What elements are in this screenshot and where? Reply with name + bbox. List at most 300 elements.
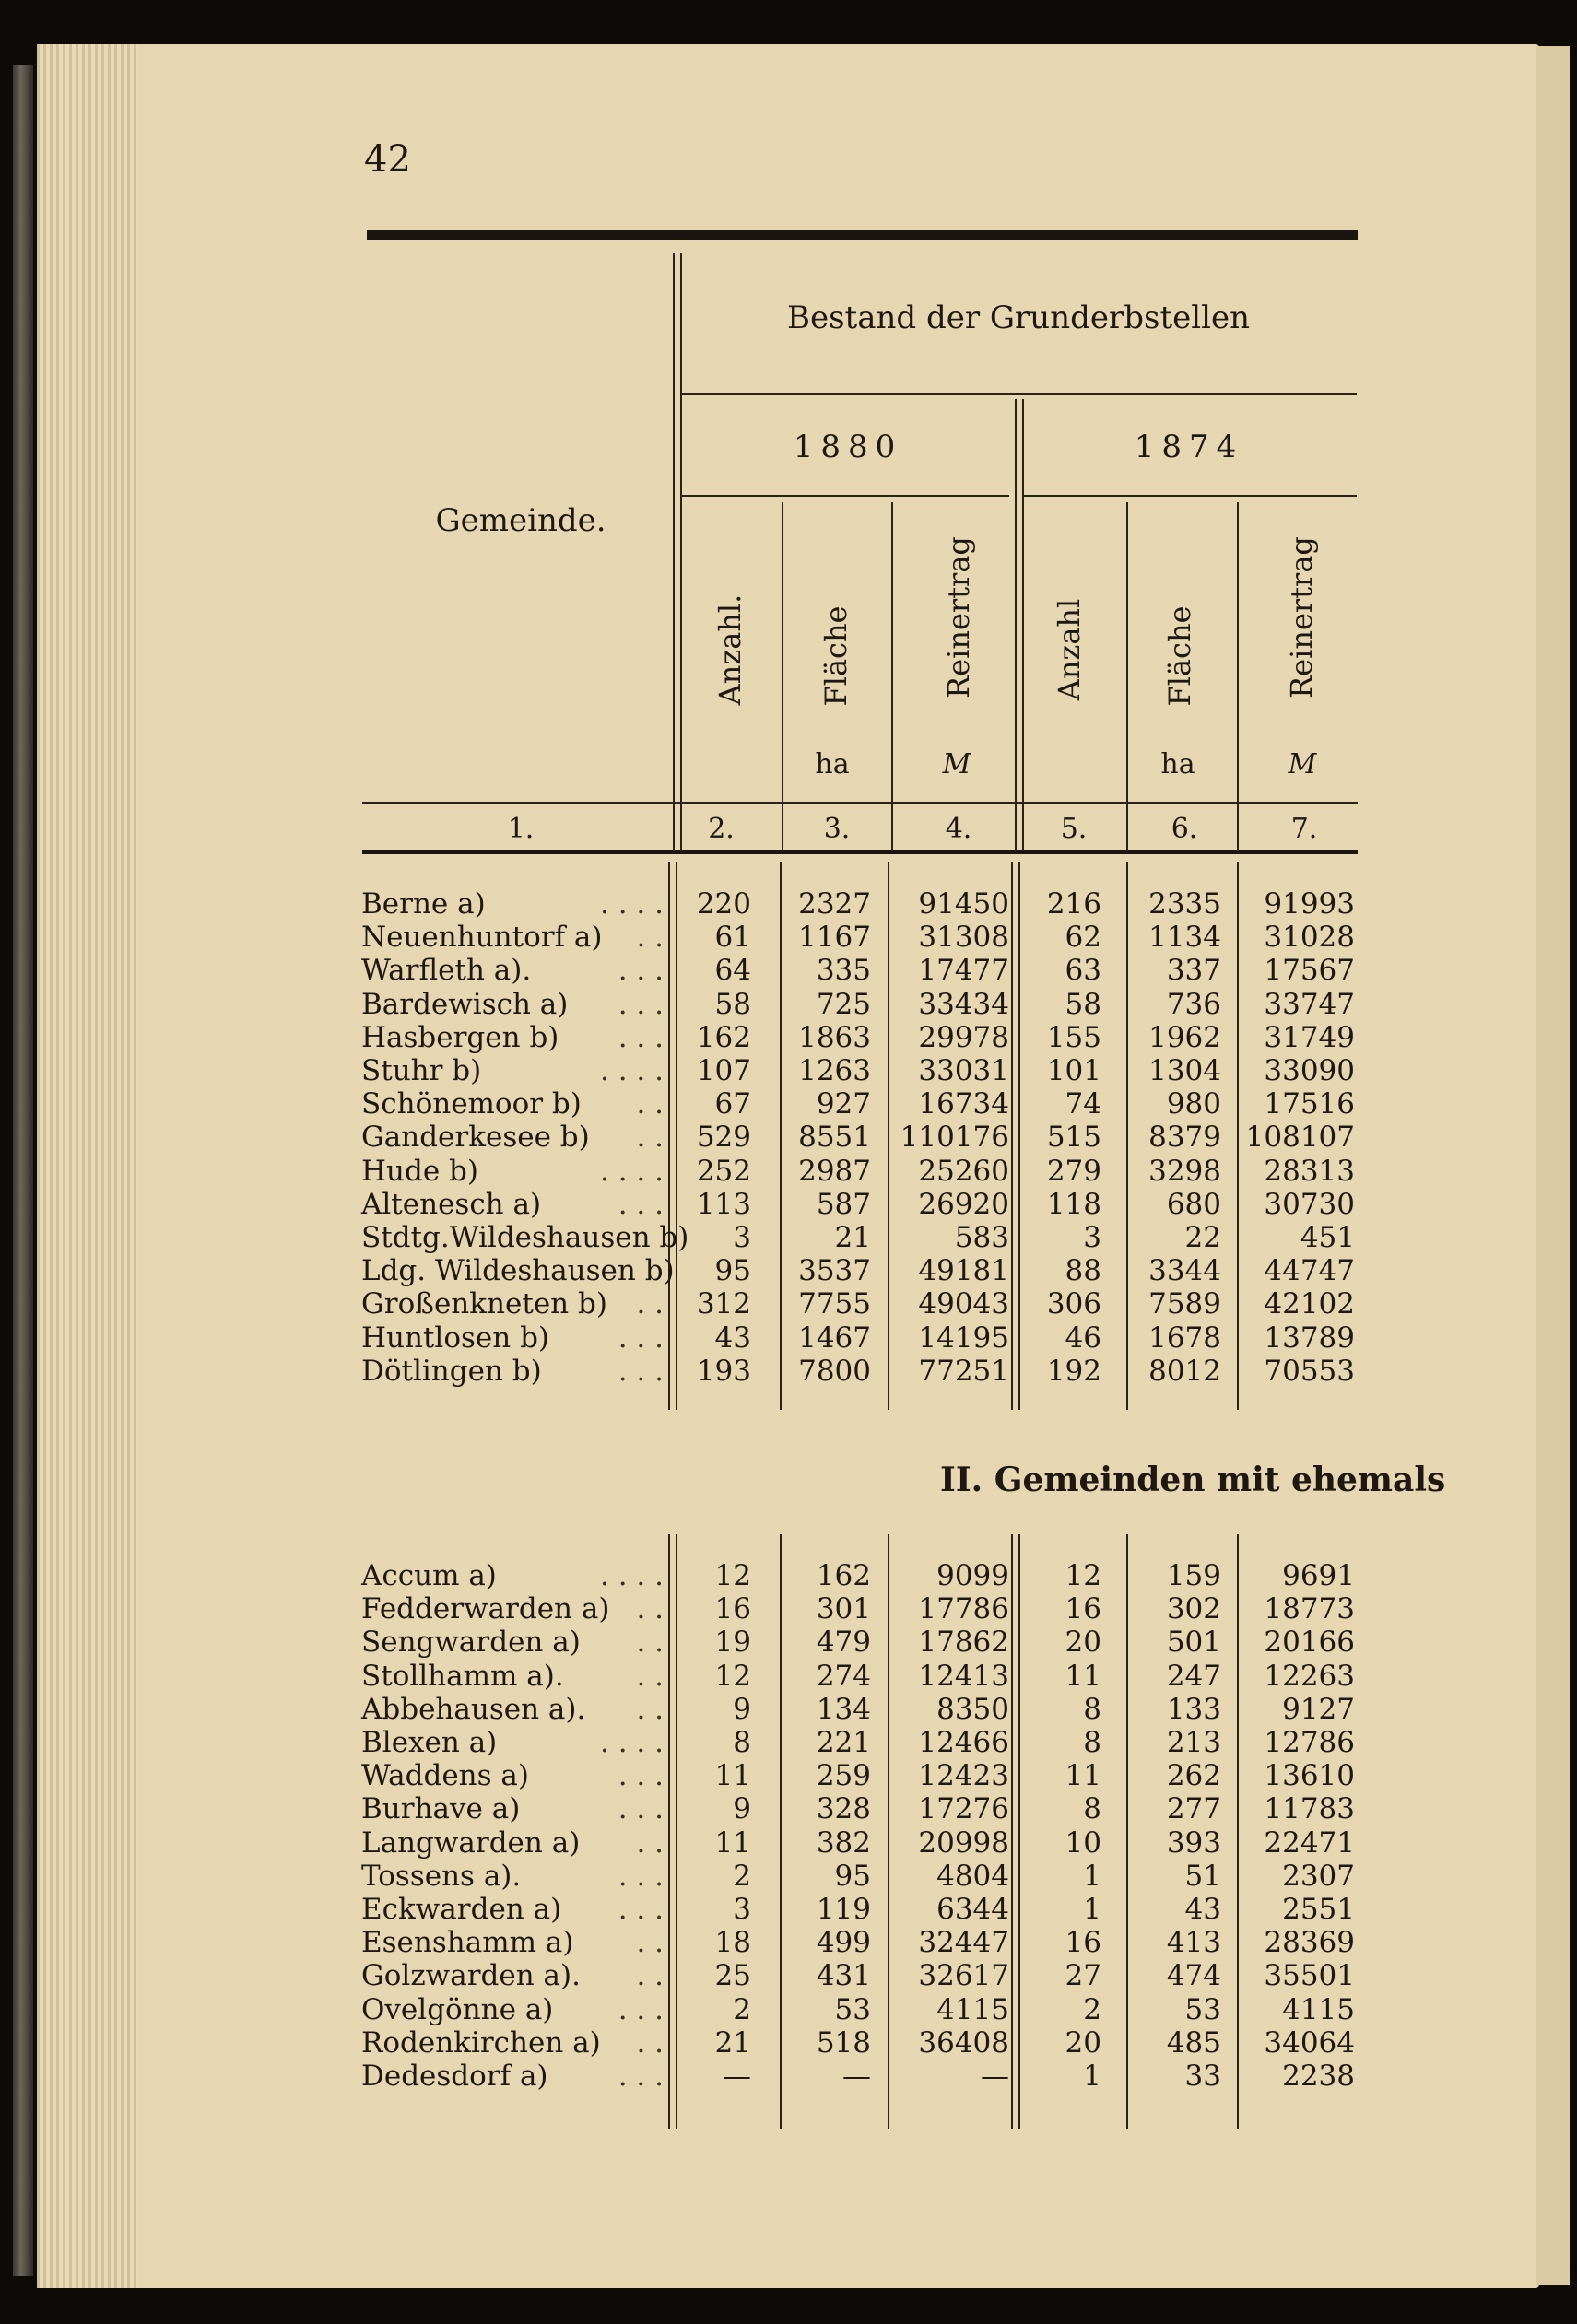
cell-reinertrag-1874: 2238 [1282,2060,1355,2093]
cell-reinertrag-1880: 91450 [918,887,1009,921]
dot-leader: . . [636,1121,664,1155]
municipality-name: Stdtg.Wildeshausen b) [361,1221,689,1254]
cell-anzahl-1874: 155 [1046,1020,1101,1054]
cell-reinertrag-1874: 34064 [1264,2025,1355,2060]
cell-anzahl-1880: 252 [696,1154,751,1188]
cell-anzahl-1874: 8 [1083,1792,1101,1826]
cell-flaeche-1880: 7800 [798,1354,871,1388]
header-divider-6 [1237,502,1239,851]
municipality-name: Hasbergen b) [361,1020,559,1054]
table-row [0,954,1577,987]
header-reinertrag-1880: Reinertrag [941,536,976,698]
table-row [0,1759,1577,1792]
cell-reinertrag-1880: 36408 [918,2025,1009,2060]
municipality-name: Dedesdorf a) [361,2060,548,2093]
year-1874: 1874 [1134,428,1244,465]
cell-reinertrag-1874: 11783 [1264,1792,1355,1826]
table-row [0,1826,1577,1860]
cell-anzahl-1880: 43 [714,1320,751,1355]
cell-anzahl-1874: 16 [1065,1926,1101,1960]
cell-reinertrag-1874: 31028 [1264,921,1355,955]
cell-anzahl-1880: 3 [733,1221,751,1254]
table-row [0,2060,1577,2093]
cell-flaeche-1874: 980 [1166,1087,1221,1121]
cell-reinertrag-1874: 12263 [1264,1659,1355,1693]
table-row [0,887,1577,921]
cell-flaeche-1880: — [842,2060,871,2093]
cell-anzahl-1874: 3 [1083,1221,1101,1254]
cell-flaeche-1880: 3537 [798,1254,871,1288]
unit-ha-1880: ha [815,748,850,781]
table-row [0,1355,1577,1388]
cell-flaeche-1874: 3344 [1148,1254,1221,1288]
cell-reinertrag-1880: 32617 [918,1959,1009,1993]
table-row [0,1959,1577,1992]
cell-anzahl-1874: 10 [1065,1825,1101,1860]
municipality-name: Rodenkirchen a) [361,2025,601,2060]
cell-anzahl-1874: 1 [1083,1859,1101,1893]
dot-leader: . . [636,1087,664,1121]
cell-anzahl-1874: 11 [1065,1659,1101,1693]
cell-anzahl-1874: 46 [1065,1320,1101,1355]
cell-flaeche-1880: 1167 [798,921,871,955]
cell-reinertrag-1880: 4804 [936,1859,1009,1893]
dot-leader: . . [636,1626,664,1660]
table-row [0,1254,1577,1287]
cell-flaeche-1874: 22 [1184,1221,1221,1254]
cell-flaeche-1874: 337 [1166,954,1221,988]
cell-flaeche-1880: 134 [816,1692,871,1726]
cell-flaeche-1880: 95 [834,1859,871,1893]
cell-flaeche-1874: 474 [1166,1959,1221,1993]
cell-flaeche-1880: 328 [816,1792,871,1826]
cell-anzahl-1874: 62 [1065,921,1101,955]
table-row [0,921,1577,954]
unit-ha-1874: ha [1160,748,1195,781]
col-number-5: 5. [1060,813,1088,845]
group-rule [682,393,1357,395]
cell-reinertrag-1880: 17477 [918,954,1009,988]
cell-flaeche-1874: 2335 [1148,887,1221,921]
header-bottom-rule [362,802,1358,804]
cell-reinertrag-1874: 18773 [1264,1592,1355,1626]
table-row [0,2026,1577,2060]
cell-flaeche-1874: 247 [1166,1659,1221,1693]
cell-anzahl-1880: 11 [714,1825,751,1860]
cell-flaeche-1880: 2987 [798,1154,871,1188]
dot-leader: . . [636,1592,664,1626]
municipality-name: Accum a) [361,1559,497,1592]
cell-anzahl-1874: 515 [1046,1121,1101,1155]
year-1880: 1880 [793,428,903,465]
cell-reinertrag-1874: 91993 [1264,887,1355,921]
cell-anzahl-1874: 306 [1046,1287,1101,1321]
municipality-name: Ganderkesee b) [361,1121,590,1155]
cell-anzahl-1874: 1 [1083,1893,1101,1926]
cell-anzahl-1874: 12 [1065,1559,1101,1592]
cell-reinertrag-1880: 49043 [918,1287,1009,1321]
cell-reinertrag-1874: 33090 [1264,1054,1355,1087]
dot-leader: . . . [618,954,664,988]
cell-flaeche-1874: 680 [1166,1187,1221,1221]
cell-flaeche-1880: 274 [816,1659,871,1693]
dot-leader: . . . [618,987,664,1021]
table-row [0,1860,1577,1893]
cell-anzahl-1880: 8 [733,1726,751,1759]
cell-anzahl-1874: 2 [1083,1992,1101,2026]
table-row [0,1221,1577,1254]
col-number-3: 3. [823,813,851,845]
cell-anzahl-1874: 58 [1065,987,1101,1021]
dot-leader: . . . [618,1992,664,2026]
cell-anzahl-1880: 162 [696,1020,751,1054]
cell-flaeche-1874: 3298 [1148,1154,1221,1188]
table-row [0,1592,1577,1626]
table-row [0,1693,1577,1726]
cell-reinertrag-1874: 20166 [1264,1626,1355,1660]
cell-reinertrag-1874: 13610 [1264,1759,1355,1793]
municipality-name: Huntlosen b) [361,1320,550,1355]
cell-anzahl-1880: 19 [714,1626,751,1660]
cell-anzahl-1874: 74 [1065,1087,1101,1121]
cell-flaeche-1880: 479 [816,1626,871,1660]
cell-reinertrag-1874: 31749 [1264,1020,1355,1054]
cell-anzahl-1880: — [723,2060,751,2093]
cell-anzahl-1880: 9 [733,1692,751,1726]
header-divider-5 [1126,502,1128,851]
cell-reinertrag-1880: 77251 [918,1354,1009,1388]
dot-leader: . . . [618,1320,664,1355]
municipality-name: Warfleth a). [361,954,532,988]
cell-reinertrag-1874: 12786 [1264,1726,1355,1759]
dot-leader: . . [636,1959,664,1993]
cell-flaeche-1874: 8379 [1148,1121,1221,1155]
table-row [0,1926,1577,1959]
dot-leader: . . . [618,1020,664,1054]
header-anzahl-1874: Anzahl [1052,598,1087,701]
cell-reinertrag-1880: 20998 [918,1825,1009,1860]
cell-flaeche-1874: 133 [1166,1692,1221,1726]
cell-reinertrag-1880: 49181 [918,1254,1009,1288]
table-row [0,1893,1577,1926]
cell-anzahl-1880: 220 [696,887,751,921]
cell-reinertrag-1874: 2551 [1282,1893,1355,1926]
cell-reinertrag-1874: 108107 [1245,1121,1355,1155]
table-row [0,1054,1577,1087]
cell-flaeche-1874: 33 [1184,2060,1221,2093]
cell-anzahl-1880: 11 [714,1759,751,1793]
table-row [0,1559,1577,1592]
cell-flaeche-1874: 262 [1166,1759,1221,1793]
cell-reinertrag-1880: — [981,2060,1009,2093]
cell-reinertrag-1874: 17567 [1264,954,1355,988]
cell-anzahl-1874: 192 [1046,1354,1101,1388]
cell-flaeche-1880: 1263 [798,1054,871,1087]
cell-anzahl-1880: 113 [696,1187,751,1221]
municipality-name: Altenesch a) [361,1187,542,1221]
dot-leader: . . [636,921,664,955]
cell-anzahl-1874: 20 [1065,1626,1101,1660]
cell-reinertrag-1874: 28313 [1264,1154,1355,1188]
col-number-6: 6. [1171,813,1198,845]
header-divider-name [673,253,682,851]
municipality-name: Langwarden a) [361,1825,581,1860]
cell-flaeche-1874: 277 [1166,1792,1221,1826]
header-divider-3 [891,502,893,851]
cell-anzahl-1880: 12 [714,1659,751,1693]
cell-flaeche-1874: 1678 [1148,1320,1221,1355]
cell-anzahl-1880: 3 [733,1893,751,1926]
cell-flaeche-1874: 393 [1166,1825,1221,1860]
cell-flaeche-1880: 499 [816,1926,871,1960]
municipality-name: Esenshamm a) [361,1926,574,1960]
cell-flaeche-1880: 162 [816,1559,871,1592]
dot-leader: . . . . [600,1726,664,1759]
cell-flaeche-1880: 335 [816,954,871,988]
municipality-name: Berne a) [361,887,486,921]
cell-reinertrag-1874: 451 [1300,1221,1355,1254]
cell-anzahl-1880: 12 [714,1559,751,1592]
cell-flaeche-1874: 1962 [1148,1020,1221,1054]
municipality-name: Golzwarden a). [361,1959,581,1993]
municipality-name: Tossens a). [361,1859,522,1893]
municipality-name: Großenkneten b) [361,1287,607,1321]
cell-reinertrag-1880: 33434 [918,987,1009,1021]
cell-reinertrag-1874: 42102 [1264,1287,1355,1321]
municipality-name: Schönemoor b) [361,1087,582,1121]
dot-leader: . . [636,1825,664,1860]
cell-flaeche-1874: 159 [1166,1559,1221,1592]
cell-reinertrag-1874: 9691 [1282,1559,1355,1592]
year-rule-1874 [1023,495,1357,497]
cell-flaeche-1880: 518 [816,2025,871,2060]
cell-flaeche-1880: 1467 [798,1320,871,1355]
cell-reinertrag-1880: 17862 [918,1626,1009,1660]
cell-reinertrag-1880: 17786 [918,1592,1009,1626]
page-number: 42 [364,138,411,181]
cell-anzahl-1880: 2 [733,1859,751,1893]
cell-reinertrag-1880: 25260 [918,1154,1009,1188]
cell-anzahl-1880: 312 [696,1287,751,1321]
dot-leader: . . . [618,1792,664,1826]
municipality-name: Eckwarden a) [361,1893,562,1926]
cell-anzahl-1874: 216 [1046,887,1101,921]
dot-leader: . . . . [600,1054,664,1087]
cell-reinertrag-1880: 31308 [918,921,1009,955]
cell-anzahl-1880: 193 [696,1354,751,1388]
cell-anzahl-1880: 21 [714,2025,751,2060]
municipality-name: Ovelgönne a) [361,1992,554,2026]
municipality-name: Neuenhuntorf a) [361,921,603,955]
cell-reinertrag-1880: 110176 [900,1121,1009,1155]
cell-flaeche-1880: 7755 [798,1287,871,1321]
cell-anzahl-1874: 101 [1046,1054,1101,1087]
municipality-name: Fedderwarden a) [361,1592,610,1626]
dot-leader: . . . [618,1187,664,1221]
municipality-name: Bardewisch a) [361,987,569,1021]
cell-flaeche-1874: 736 [1166,987,1221,1021]
cell-reinertrag-1880: 32447 [918,1926,1009,1960]
dot-leader: . . [636,1926,664,1960]
table-row [0,1993,1577,2026]
dot-leader: . . . . [600,1154,664,1188]
unit-mark-1880: M [942,748,971,781]
header-reinertrag-1874: Reinertrag [1284,536,1319,698]
municipality-name: Ldg. Wildeshausen b) [361,1254,675,1288]
col-number-1: 1. [507,813,535,845]
municipality-name: Stuhr b) [361,1054,482,1087]
cell-anzahl-1880: 18 [714,1926,751,1960]
cell-reinertrag-1880: 9099 [936,1559,1009,1592]
cell-flaeche-1874: 43 [1184,1893,1221,1926]
unit-mark-1874: M [1288,748,1317,781]
header-flaeche-1880: Fläche [818,605,853,707]
cell-anzahl-1880: 67 [714,1087,751,1121]
cell-reinertrag-1874: 22471 [1264,1825,1355,1860]
table-row [0,1726,1577,1759]
cell-flaeche-1880: 259 [816,1759,871,1793]
top-rule [367,230,1358,240]
cell-reinertrag-1880: 583 [954,1221,1009,1254]
table-row [0,1087,1577,1121]
table-row [0,1155,1577,1188]
cell-reinertrag-1880: 4115 [936,1992,1009,2026]
cell-reinertrag-1874: 30730 [1264,1187,1355,1221]
municipality-name: Burhave a) [361,1792,521,1826]
cell-anzahl-1874: 63 [1065,954,1101,988]
cell-flaeche-1880: 927 [816,1087,871,1121]
cell-flaeche-1874: 1304 [1148,1054,1221,1087]
dot-leader: . . . [618,2060,664,2093]
municipality-name: Abbehausen a). [361,1692,586,1726]
table-row [0,1021,1577,1054]
cell-anzahl-1874: 11 [1065,1759,1101,1793]
cell-anzahl-1874: 16 [1065,1592,1101,1626]
municipality-name: Sengwarden a) [361,1626,581,1660]
dot-leader: . . [636,1692,664,1726]
cell-reinertrag-1880: 26920 [918,1187,1009,1221]
cell-flaeche-1880: 1863 [798,1020,871,1054]
cell-anzahl-1874: 27 [1065,1959,1101,1993]
cell-flaeche-1880: 725 [816,987,871,1021]
cell-reinertrag-1874: 70553 [1264,1354,1355,1388]
cell-anzahl-1874: 8 [1083,1726,1101,1759]
cell-anzahl-1880: 529 [696,1121,751,1155]
section-two-title: II. Gemeinden mit ehemals [940,1461,1446,1499]
table-row [0,1321,1577,1355]
cell-anzahl-1874: 20 [1065,2025,1101,2060]
col-number-7: 7. [1290,813,1318,845]
cell-flaeche-1874: 485 [1166,2025,1221,2060]
col-number-2: 2. [708,813,735,845]
cell-reinertrag-1880: 6344 [936,1893,1009,1926]
cell-flaeche-1874: 302 [1166,1592,1221,1626]
cell-reinertrag-1880: 17276 [918,1792,1009,1826]
table-row [0,1188,1577,1221]
header-divider-year [1015,399,1024,851]
dot-leader: . . . . [600,887,664,921]
municipality-name: Dötlingen b) [361,1354,542,1388]
cell-flaeche-1880: 2327 [798,887,871,921]
municipality-name: Waddens a) [361,1759,529,1793]
cell-anzahl-1880: 2 [733,1992,751,2026]
cell-flaeche-1880: 53 [834,1992,871,2026]
dot-leader: . . [636,2025,664,2060]
cell-anzahl-1880: 58 [714,987,751,1021]
dot-leader: . . [636,1659,664,1693]
name-column-heading: Gemeinde. [435,502,606,539]
cell-reinertrag-1880: 12466 [918,1726,1009,1759]
cell-flaeche-1874: 53 [1184,1992,1221,2026]
cell-flaeche-1880: 21 [834,1221,871,1254]
cell-anzahl-1874: 88 [1065,1254,1101,1288]
cell-flaeche-1874: 213 [1166,1726,1221,1759]
municipality-name: Stollhamm a). [361,1659,564,1693]
cell-reinertrag-1874: 44747 [1264,1254,1355,1288]
cell-flaeche-1874: 501 [1166,1626,1221,1660]
table-row [0,1626,1577,1659]
cell-reinertrag-1874: 28369 [1264,1926,1355,1960]
cell-reinertrag-1880: 14195 [918,1320,1009,1355]
cell-anzahl-1880: 16 [714,1592,751,1626]
year-rule-1880 [682,495,1009,497]
table-row [0,988,1577,1021]
cell-flaeche-1874: 1134 [1148,921,1221,955]
cell-anzahl-1880: 9 [733,1792,751,1826]
cell-flaeche-1874: 8012 [1148,1354,1221,1388]
cell-reinertrag-1880: 12413 [918,1659,1009,1693]
cell-flaeche-1874: 7589 [1148,1287,1221,1321]
dot-leader: . . . . [600,1559,664,1592]
cell-reinertrag-1880: 33031 [918,1054,1009,1087]
table-row [0,1792,1577,1825]
table-row [0,1287,1577,1320]
cell-anzahl-1880: 61 [714,921,751,955]
cell-anzahl-1874: 8 [1083,1692,1101,1726]
cell-anzahl-1880: 64 [714,954,751,988]
cell-reinertrag-1874: 2307 [1282,1859,1355,1893]
header-divider-2 [782,502,783,851]
cell-reinertrag-1874: 4115 [1282,1992,1355,2026]
header-flaeche-1874: Fläche [1162,605,1197,707]
cell-flaeche-1880: 431 [816,1959,871,1993]
cell-anzahl-1874: 1 [1083,2060,1101,2093]
cell-anzahl-1880: 95 [714,1254,751,1288]
municipality-name: Hude b) [361,1154,478,1188]
cell-reinertrag-1874: 17516 [1264,1087,1355,1121]
cell-reinertrag-1874: 35501 [1264,1959,1355,1993]
cell-reinertrag-1874: 9127 [1282,1692,1355,1726]
cell-reinertrag-1880: 29978 [918,1020,1009,1054]
cell-flaeche-1880: 119 [816,1893,871,1926]
column-group-heading: Bestand der Grunderbstellen [786,299,1250,336]
cell-flaeche-1880: 382 [816,1825,871,1860]
table-row [0,1121,1577,1154]
cell-anzahl-1874: 118 [1046,1187,1101,1221]
dot-leader: . . . [618,1759,664,1793]
cell-anzahl-1874: 279 [1046,1154,1101,1188]
cell-anzahl-1880: 25 [714,1959,751,1993]
dot-leader: . . . [618,1893,664,1926]
dot-leader: . . . [618,1859,664,1893]
cell-anzahl-1880: 107 [696,1054,751,1087]
cell-reinertrag-1874: 33747 [1264,987,1355,1021]
cell-flaeche-1880: 8551 [798,1121,871,1155]
cell-flaeche-1874: 413 [1166,1926,1221,1960]
cell-reinertrag-1880: 16734 [918,1087,1009,1121]
cell-flaeche-1874: 51 [1184,1859,1221,1893]
col-number-4: 4. [945,813,972,845]
